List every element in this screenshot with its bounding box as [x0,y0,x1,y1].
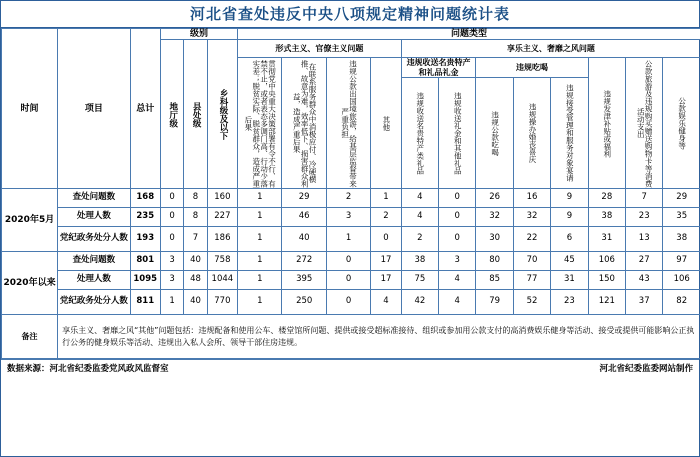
cell-banquet: 32 [513,208,550,227]
header-formalism-col-2: 在联系服务群众中消极应付、冷硬横推、故意为难，效率低下、损害群众利益，造成严重后果 [282,58,326,189]
cell-banquet: 77 [513,271,550,290]
cell-banquet: 85 [476,271,513,290]
period-label: 2020年5月 [2,189,58,252]
cell-formalism: 0 [326,290,370,315]
cell-level: 3 [160,252,183,271]
header-level-diting: 地厅级 [160,40,183,189]
cell-level: 3 [160,271,183,290]
table-row [2,208,700,227]
header-hedonism-group: 享乐主义、奢靡之风问题 [401,40,700,58]
cell-level: 0 [160,227,183,252]
cell-level: 186 [207,227,237,252]
cell-other: 23 [626,208,663,227]
cell-banquet: 80 [476,252,513,271]
cell-formalism-other: 0 [371,227,401,252]
header-banquet-col-1: 违规公款吃喝 [476,77,513,188]
cell-formalism: 29 [282,189,326,208]
cell-gift: 3 [439,252,476,271]
cell-gift: 38 [401,252,438,271]
page-title: 河北省查处违反中央八项规定精神问题统计表 [1,1,699,28]
cell-level: 40 [184,290,207,315]
cell-level: 1044 [207,271,237,290]
cell-banquet: 23 [551,290,588,315]
cell-level: 40 [184,252,207,271]
table-row [2,189,700,208]
cell-total: 801 [130,252,160,271]
note-text: 享乐主义、奢靡之风“其他”问题包括：违规配备和使用公车、楼堂馆所问题、提供或接受超标准接待、组织或参加用公款支付的高消费娱乐健身等活动、接受或提供可能影响公正执行公务的健身娱乐等活动、违规出入私人会所、领导干部住房违规。 [58,315,700,359]
cell-gift: 4 [401,189,438,208]
table-row [2,227,700,252]
header-type-group: 问题类型 [238,29,700,40]
header-level-xianchu: 县处级 [184,40,207,189]
cell-total: 1095 [130,271,160,290]
cell-other: 7 [626,189,663,208]
cell-other: 106 [588,252,625,271]
cell-level: 770 [207,290,237,315]
row-item-label: 党纪政务处分人数 [58,290,130,315]
cell-formalism: 0 [326,271,370,290]
cell-banquet: 79 [476,290,513,315]
cell-level: 160 [207,189,237,208]
cell-formalism: 1 [238,189,282,208]
cell-level: 8 [184,189,207,208]
cell-formalism: 2 [326,189,370,208]
cell-formalism: 1 [238,252,282,271]
cell-total: 193 [130,227,160,252]
cell-formalism: 395 [282,271,326,290]
header-formalism-col-1: 贯彻党中央重大决策部署有令不行、有禁不止，或者表态多调门高、行动少落实差；脱贫实际、脱贫群众，造成严重后果 [238,58,282,189]
cell-formalism: 40 [282,227,326,252]
cell-gift: 0 [439,208,476,227]
cell-formalism-other: 17 [371,271,401,290]
header-item: 项目 [58,29,130,189]
cell-level: 0 [160,208,183,227]
cell-total: 235 [130,208,160,227]
cell-other: 121 [588,290,625,315]
header-banquet-group: 违规吃喝 [476,58,588,78]
cell-formalism-other: 4 [371,290,401,315]
header-other-col-1: 违规发津补贴或福利 [588,58,625,189]
cell-formalism-other: 1 [371,189,401,208]
header-level-xiangke: 乡科级及以下 [207,40,237,189]
cell-formalism: 1 [238,227,282,252]
cell-other: 35 [663,208,700,227]
statistics-table [1,28,700,359]
cell-gift: 0 [439,227,476,252]
cell-gift: 2 [401,227,438,252]
cell-banquet: 9 [551,208,588,227]
header-formalism-col-other: 其他 [371,58,401,189]
site-credit: 河北省纪委监委网站制作 [599,364,693,375]
cell-other: 29 [663,189,700,208]
cell-banquet: 22 [513,227,550,252]
header-time: 时间 [2,29,58,189]
table-row [2,290,700,315]
cell-banquet: 16 [513,189,550,208]
row-item-label: 处理人数 [58,208,130,227]
cell-other: 13 [626,227,663,252]
cell-other: 27 [626,252,663,271]
header-other-col-2: 公款旅游及违规购买赠送购物卡等消费活动支出 [626,58,663,189]
cell-other: 82 [663,290,700,315]
cell-other: 28 [588,189,625,208]
header-gift-col-1: 违规收送名贵特产类礼品 [401,77,438,188]
cell-formalism: 1 [238,271,282,290]
cell-level: 1 [160,290,183,315]
cell-formalism: 0 [326,252,370,271]
header-level-group: 级别 [160,29,237,40]
header-gift-group: 违规收送名贵特产和礼品礼金 [401,58,476,78]
cell-gift: 4 [439,290,476,315]
cell-banquet: 30 [476,227,513,252]
header-banquet-col-3: 违规接受管理和服务对象宴请 [551,77,588,188]
cell-banquet: 70 [513,252,550,271]
cell-total: 168 [130,189,160,208]
header-banquet-col-2: 违规操办婚丧喜庆 [513,77,550,188]
data-source: 数据来源：河北省纪委监委党风政风监督室 [7,364,169,375]
cell-formalism: 272 [282,252,326,271]
row-item-label: 党纪政务处分人数 [58,227,130,252]
cell-banquet: 31 [551,271,588,290]
cell-gift: 75 [401,271,438,290]
cell-banquet: 9 [551,189,588,208]
cell-banquet: 26 [476,189,513,208]
table-row [2,271,700,290]
header-other-col-3: 公款娱乐健身等 [663,58,700,189]
cell-banquet: 45 [551,252,588,271]
cell-formalism: 1 [238,290,282,315]
header-row-1 [2,29,700,40]
cell-formalism: 1 [238,208,282,227]
cell-level: 227 [207,208,237,227]
cell-other: 31 [588,227,625,252]
cell-total: 811 [130,290,160,315]
header-total: 总计 [130,29,160,189]
header-formalism-col-3: 违规公款出国境旅游，给基层监督带来严重负担 [326,58,370,189]
cell-other: 150 [588,271,625,290]
header-gift-col-2: 违规收送礼金和其他礼品 [439,77,476,188]
cell-banquet: 52 [513,290,550,315]
cell-formalism-other: 17 [371,252,401,271]
cell-formalism: 46 [282,208,326,227]
cell-other: 37 [626,290,663,315]
cell-other: 97 [663,252,700,271]
cell-formalism-other: 2 [371,208,401,227]
note-row [2,315,700,359]
row-item-label: 查处问题数 [58,252,130,271]
cell-formalism: 3 [326,208,370,227]
cell-other: 106 [663,271,700,290]
period-label: 2020年以来 [2,252,58,315]
cell-level: 758 [207,252,237,271]
cell-formalism: 1 [326,227,370,252]
cell-formalism: 250 [282,290,326,315]
cell-level: 48 [184,271,207,290]
cell-banquet: 32 [476,208,513,227]
cell-other: 38 [588,208,625,227]
cell-gift: 4 [401,208,438,227]
cell-level: 8 [184,208,207,227]
table-row [2,252,700,271]
cell-level: 7 [184,227,207,252]
cell-banquet: 6 [551,227,588,252]
row-item-label: 查处问题数 [58,189,130,208]
header-formalism-group: 形式主义、官僚主义问题 [238,40,402,58]
note-label: 备注 [2,315,58,359]
footer [1,359,699,376]
row-item-label: 处理人数 [58,271,130,290]
cell-other: 38 [663,227,700,252]
cell-level: 0 [160,189,183,208]
cell-gift: 42 [401,290,438,315]
cell-other: 43 [626,271,663,290]
cell-gift: 0 [439,189,476,208]
cell-gift: 4 [439,271,476,290]
